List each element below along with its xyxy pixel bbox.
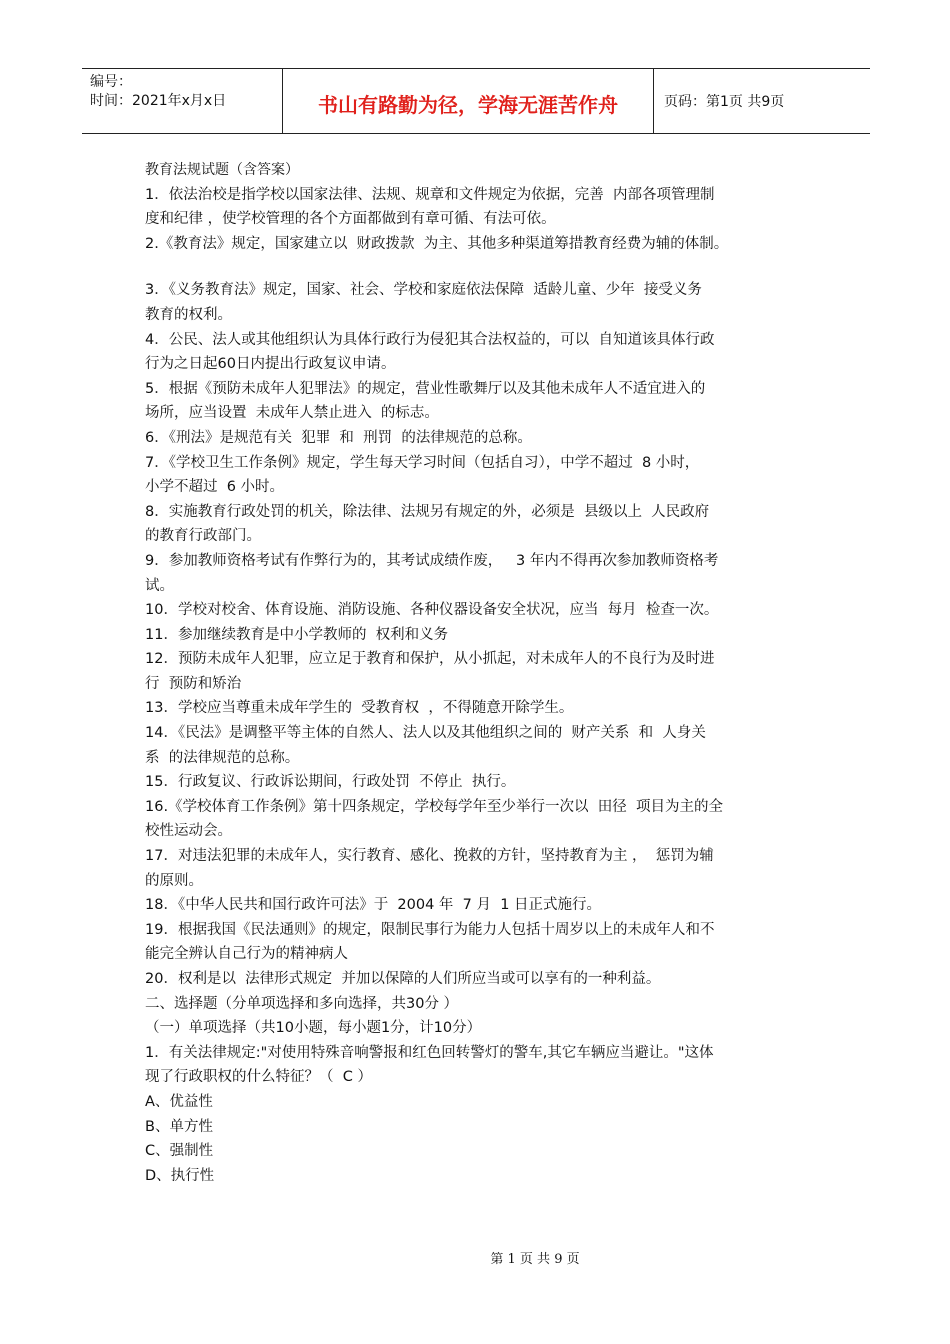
text-line: 教育的权利。	[145, 306, 232, 323]
text-line: 18．《中华人民共和国行政许可法》于 2004 年 7 月 1 日正式施行。	[145, 897, 602, 914]
text-line: 度和纪律 ，使学校管理的各个方面都做到有章可循、有法可依。	[145, 211, 556, 228]
text-line: 试。	[145, 577, 174, 594]
option-b: B、单方性	[145, 1118, 213, 1135]
page-header	[82, 68, 870, 134]
code-label: 编号：	[90, 74, 132, 90]
header-left-cell	[82, 69, 282, 133]
text-line: 10．学校对校舍、体育设施、消防设施、各种仪器设备安全状况，应当 每月 检查一次。	[145, 602, 719, 619]
text-line: 12．预防未成年人犯罪，应立足于教育和保护，从小抓起，对未成年人的不良行为及时进	[145, 651, 715, 668]
text-line: 9．参加教师资格考试有作弊行为的，其考试成绩作废， 3 年内不得再次参加教师资格考	[145, 552, 719, 569]
text-line: 场所，应当设置 未成年人禁止进入 的标志。	[145, 405, 439, 422]
text-line: 13．学校应当尊重未成年学生的 受教育权 ，不得随意开除学生。	[145, 700, 574, 717]
text-line: 校性运动会。	[145, 823, 232, 840]
question-line: 现了行政职权的什么特征？（ C ）	[145, 1069, 372, 1086]
text-line: 19．根据我国《民法通则》的规定，限制民事行为能力人包括十周岁以上的未成年人和不	[145, 921, 715, 938]
text-line: 14．《民法》是调整平等主体的自然人、法人以及其他组织之间的 财产关系 和 人身关	[145, 725, 706, 742]
option-a: A、优益性	[145, 1093, 213, 1110]
text-line: 5．根据《预防未成年人犯罪法》的规定，营业性歌舞厅以及其他未成年人不适宜进入的	[145, 380, 706, 397]
subsection-heading: （一）单项选择（共10小题，每小题1分，计10分）	[145, 1020, 482, 1037]
page-info: 页码：第1页 共9页	[664, 94, 785, 110]
text-line: 4．公民、法人或其他组织认为具体行政行为侵犯其合法权益的，可以 自知道该具体行政	[145, 331, 715, 348]
text-line: 11．参加继续教育是中小学教师的 权利和义务	[145, 626, 449, 643]
text-line: 3．《义务教育法》规定，国家、社会、学校和家庭依法保障 适龄儿童、少年 接受义务	[145, 282, 702, 299]
text-line: 17．对违法犯罪的未成年人，实行教育、感化、挽救的方针，坚持教育为主 ， 惩罚为辅	[145, 848, 714, 865]
text-line: 行为之日起60日内提出行政复议申请。	[145, 356, 396, 373]
text-line: 16.《学校体育工作条例》第十四条规定，学校每学年至少举行一次以 田径 项目为主的全	[145, 798, 723, 815]
text-line: 7．《学校卫生工作条例》规定，学生每天学习时间（包括自习），中学不超过 8 小时，	[145, 454, 700, 471]
text-line: 1．依法治校是指学校以国家法律、法规、规章和文件规定为依据，完善 内部各项管理制	[145, 186, 715, 203]
text-line: 能完全辨认自己行为的精神病人	[145, 946, 348, 963]
text-line: 8．实施教育行政处罚的机关，除法律、法规另有规定的外，必须是 县级以上 人民政府	[145, 503, 710, 520]
date-line: 时间：2021年x月x日	[90, 93, 227, 109]
page-footer: 第 1 页 共 9 页	[490, 1252, 580, 1267]
text-line: 20．权利是以 法律形式规定 并加以保障的人们所应当或可以享有的一种利益。	[145, 971, 661, 987]
text-line: 的原则。	[145, 872, 203, 889]
section-heading: 二、选择题（分单项选择和多向选择，共30分 ）	[145, 995, 459, 1012]
text-line: 2.《教育法》规定，国家建立以 财政拨款 为主、其他多种渠道筹措教育经费为辅的体制。	[145, 235, 729, 252]
text-line: 行 预防和矫治	[145, 675, 242, 692]
question-line: 1．有关法律规定:"对使用特殊音响警报和红色回转警灯的警车,其它车辆应当避让。"这体	[145, 1044, 714, 1061]
text-line: 系 的法律规范的总称。	[145, 749, 300, 766]
option-c: C、强制性	[145, 1143, 214, 1160]
text-line: 15．行政复议、行政诉讼期间，行政处罚 不停止 执行。	[145, 774, 516, 791]
document-title: 教育法规试题（含答案）	[145, 162, 299, 178]
text-line: 6．《刑法》是规范有关 犯罪 和 刑罚 的法律规范的总称。	[145, 429, 532, 446]
option-d: D、执行性	[145, 1167, 215, 1184]
text-line: 小学不超过 6 小时。	[145, 479, 285, 496]
document-body	[145, 158, 815, 1188]
motto: 书山有路勤为径，学海无涯苦作舟	[282, 69, 654, 133]
text-line: 的教育行政部门。	[145, 528, 261, 545]
